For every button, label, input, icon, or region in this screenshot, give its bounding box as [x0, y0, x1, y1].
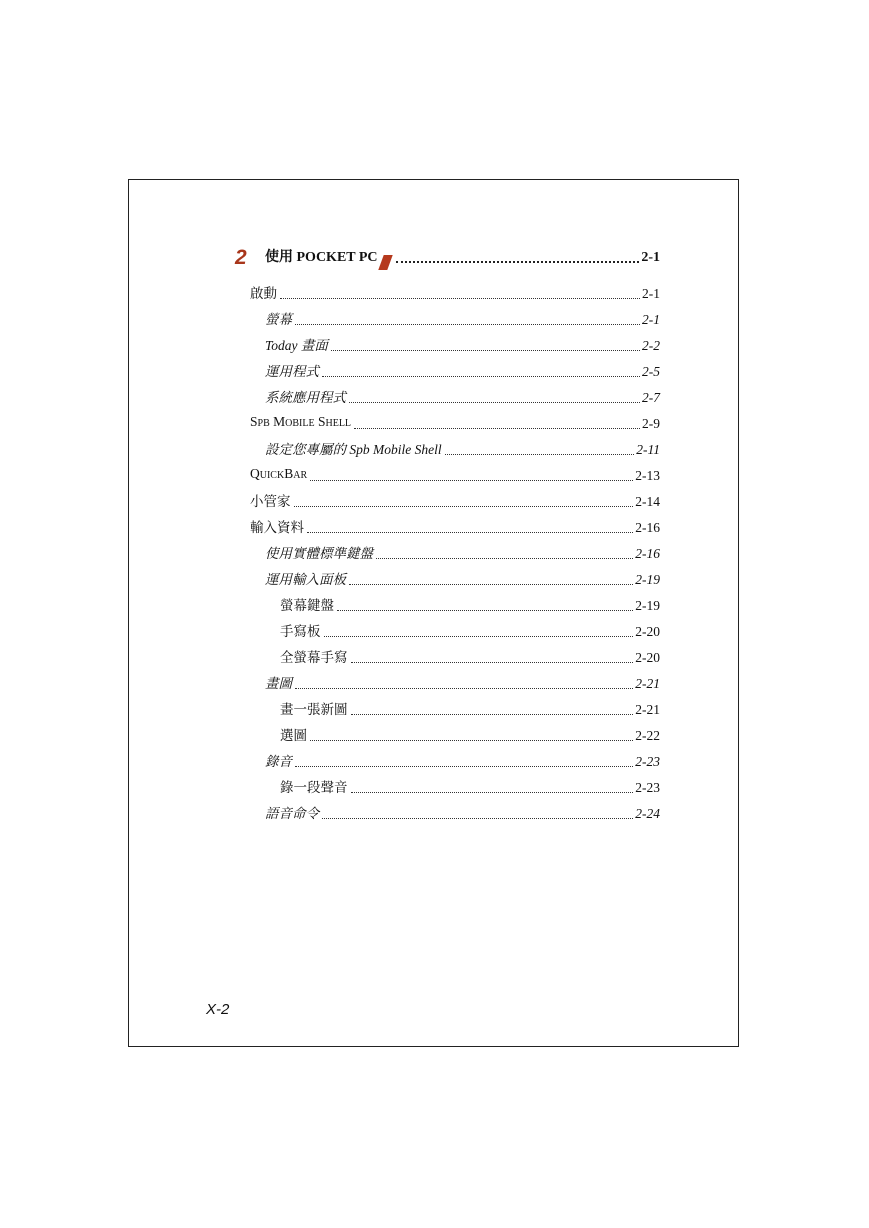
toc-page: 2-14 — [635, 494, 660, 509]
leader-dots — [310, 480, 633, 481]
toc-page: 2-16 — [635, 546, 660, 561]
toc-label: 錄音 — [265, 754, 292, 769]
toc-label: 使用實體標準鍵盤 — [265, 546, 373, 561]
toc-entry-quickbar[interactable] — [250, 462, 660, 486]
leader-dots — [376, 558, 633, 559]
leader-dots — [331, 350, 640, 351]
toc-entry-new-drawing[interactable] — [250, 696, 660, 720]
leader-dots — [351, 792, 634, 793]
toc-entry-input-panel[interactable] — [250, 566, 660, 590]
toc-label: 語音命令 — [265, 806, 319, 821]
chapter-number: 2 — [235, 246, 247, 269]
toc-entry-screen[interactable] — [250, 306, 660, 330]
toc-label: 畫圖 — [265, 676, 292, 691]
label-part: S — [314, 414, 326, 429]
toc-page: 2-20 — [635, 624, 660, 639]
toc-page: 2-19 — [635, 598, 660, 613]
label-part: Q — [250, 466, 260, 481]
toc-page: 2-13 — [635, 468, 660, 483]
toc-entry-drawing[interactable] — [250, 670, 660, 694]
leader-dots — [294, 506, 634, 507]
toc-entry-system-apps[interactable] — [250, 384, 660, 408]
leader-dots — [445, 454, 635, 455]
leader-dots — [351, 714, 634, 715]
leader-dots — [322, 376, 640, 377]
toc-page: 2-16 — [635, 520, 660, 535]
toc-page: 2-23 — [635, 780, 660, 795]
toc-page: 2-7 — [642, 390, 660, 405]
chapter-heading[interactable] — [235, 240, 660, 270]
toc-page: 2-19 — [635, 572, 660, 587]
toc-entry-fullscreen-handwriting[interactable] — [250, 644, 660, 668]
toc-label: 螢幕鍵盤 — [280, 598, 334, 613]
toc-label: 啟動 — [250, 286, 277, 301]
chapter-title: 使用 POCKET PC — [265, 250, 378, 265]
leader-dots — [337, 610, 633, 611]
toc-entry-select-drawing[interactable] — [250, 722, 660, 746]
leader-dots — [280, 298, 640, 299]
toc-page: 2-20 — [635, 650, 660, 665]
toc-label: 畫一張新圖 — [280, 702, 348, 717]
label-part: M — [269, 414, 286, 429]
leader-dots — [349, 402, 640, 403]
toc-entry-input-data[interactable] — [250, 514, 660, 538]
toc-entry-recording[interactable] — [250, 748, 660, 772]
leader-dots — [324, 636, 634, 637]
toc-label: 螢幕 — [265, 312, 292, 327]
toc-page: 2-11 — [636, 442, 660, 457]
leader-dots — [307, 532, 633, 533]
toc-label: 選圖 — [280, 728, 307, 743]
toc-label — [250, 412, 351, 434]
label-part: OBILE — [285, 418, 315, 429]
leader-dots — [354, 428, 640, 429]
label-part: PB — [257, 418, 270, 429]
toc-entry-record-sound[interactable] — [250, 774, 660, 798]
toc-page: 2-24 — [635, 806, 660, 821]
toc-entry-using-programs[interactable] — [250, 358, 660, 382]
toc-label: 手寫板 — [280, 624, 321, 639]
toc-entry-screen-keyboard[interactable] — [250, 592, 660, 616]
label-part: AR — [293, 470, 308, 481]
leader-dots — [295, 766, 633, 767]
toc-label: 系統應用程式 — [265, 390, 346, 405]
toc-entry-voice-command[interactable] — [250, 800, 660, 824]
toc-page: 2-1 — [642, 286, 660, 301]
toc-page: 2-5 — [642, 364, 660, 379]
toc-entry-handwriting-pad[interactable] — [250, 618, 660, 642]
toc-entry-physical-keyboard[interactable] — [250, 540, 660, 564]
toc-label: 運用程式 — [265, 364, 319, 379]
slash-icon — [378, 255, 392, 270]
toc-entry-butler[interactable] — [250, 488, 660, 512]
toc-page: 2-1 — [642, 312, 660, 327]
leader-dots — [349, 584, 633, 585]
toc-page: 2-2 — [642, 338, 660, 353]
leader-dots — [295, 324, 640, 325]
chapter-page: 2-1 — [641, 250, 660, 265]
toc-entry-spb-mobile-shell[interactable] — [250, 410, 660, 434]
leader-dots — [322, 818, 633, 819]
toc-page: 2-9 — [642, 416, 660, 431]
toc-entry-setup-spb[interactable] — [250, 436, 660, 460]
toc-label: 全螢幕手寫 — [280, 650, 348, 665]
toc-label: 運用輸入面板 — [265, 572, 346, 587]
toc-label: 小管家 — [250, 494, 291, 509]
toc-label: 輸入資料 — [250, 520, 304, 535]
leader-dots — [310, 740, 633, 741]
label-part: B — [284, 466, 294, 481]
toc-label: Today 畫面 — [265, 338, 328, 353]
toc-page: 2-21 — [635, 676, 660, 691]
toc-label: 設定您專屬的 Spb Mobile Shell — [265, 442, 442, 457]
page-number-footer: X-2 — [206, 1001, 230, 1018]
toc-label — [250, 464, 307, 486]
leader-dots — [396, 261, 640, 263]
leader-dots — [295, 688, 633, 689]
toc-entry-startup[interactable] — [250, 280, 660, 304]
toc-page: 2-23 — [635, 754, 660, 769]
leader-dots — [351, 662, 634, 663]
label-part: HELL — [325, 418, 352, 429]
label-part: S — [250, 414, 258, 429]
toc-page: 2-22 — [635, 728, 660, 743]
toc-page: 2-21 — [635, 702, 660, 717]
label-part: UICK — [259, 470, 285, 481]
toc-entry-today-screen[interactable] — [250, 332, 660, 356]
toc-label: 錄一段聲音 — [280, 780, 348, 795]
